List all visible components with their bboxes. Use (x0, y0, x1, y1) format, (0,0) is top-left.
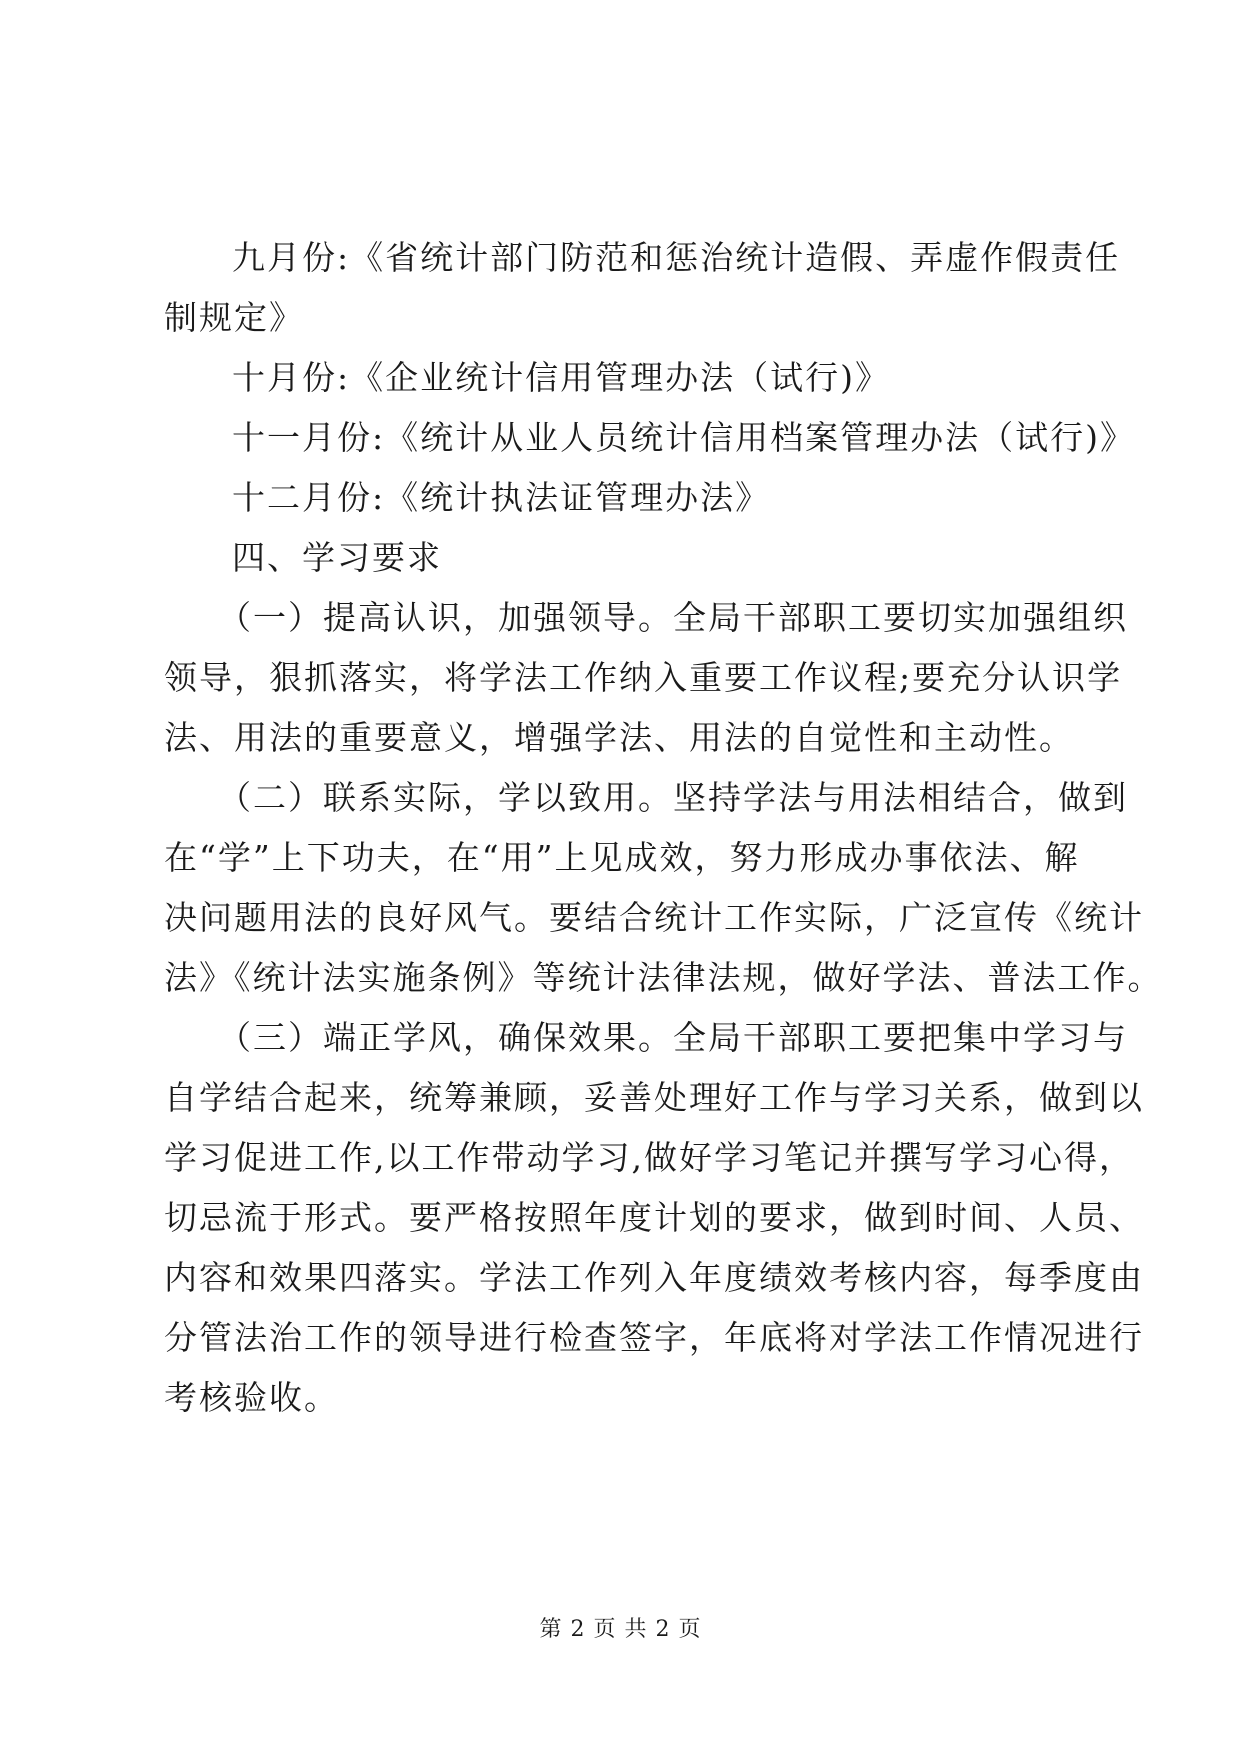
paragraph-3-line-5: 内容和效果四落实。学法工作列入年度绩效考核内容，每季度由 (164, 1258, 1144, 1297)
paragraph-3-line-4: 切忌流于形式。要严格按照年度计划的要求，做到时间、人员、 (164, 1198, 1144, 1237)
text-line-september-cont: 制规定》 (164, 298, 304, 337)
document-body (164, 228, 1163, 1428)
text-line-september: 九月份:《省统计部门防范和惩治统计造假、弄虚作假责任 (232, 238, 1121, 277)
paragraph-2-line-2: 在“学”上下功夫，在“用”上见成效，努力形成办事依法、解 (164, 838, 1080, 877)
paragraph-1-line-1: （一）提高认识，加强领导。全局干部职工要切实加强组织 (218, 598, 1128, 637)
paragraph-1-line-2: 领导，狠抓落实，将学法工作纳入重要工作议程;要充分认识学 (164, 658, 1123, 697)
page-number-footer: 第 2 页 共 2 页 (539, 1617, 702, 1642)
text-line-november: 十一月份:《统计从业人员统计信用档案管理办法（试行)》 (232, 418, 1135, 457)
paragraph-3-line-1: （三）端正学风，确保效果。全局干部职工要把集中学习与 (218, 1018, 1128, 1057)
paragraph-3-line-2: 自学结合起来，统筹兼顾，妥善处理好工作与学习关系，做到以 (164, 1078, 1144, 1117)
paragraph-3-line-3: 学习促进工作,以工作带动学习,做好学习笔记并撰写学习心得， (164, 1138, 1134, 1177)
text-line-december: 十二月份:《统计执法证管理办法》 (232, 478, 771, 517)
paragraph-3-line-7: 考核验收。 (164, 1378, 339, 1417)
paragraph-2-line-3: 决问题用法的良好风气。要结合统计工作实际，广泛宣传《统计 (164, 898, 1144, 937)
paragraph-2-line-1: （二）联系实际，学以致用。坚持学法与用法相结合，做到 (218, 778, 1128, 817)
paragraph-1-line-3: 法、用法的重要意义，增强学法、用法的自觉性和主动性。 (164, 718, 1074, 757)
section-heading-study-requirements: 四、学习要求 (232, 538, 442, 577)
paragraph-2-line-4: 法》《统计法实施条例》等统计法律法规，做好学法、普法工作。 (164, 958, 1163, 997)
paragraph-3-line-6: 分管法治工作的领导进行检查签字，年底将对学法工作情况进行 (164, 1318, 1144, 1357)
text-line-october: 十月份:《企业统计信用管理办法（试行)》 (232, 358, 890, 397)
